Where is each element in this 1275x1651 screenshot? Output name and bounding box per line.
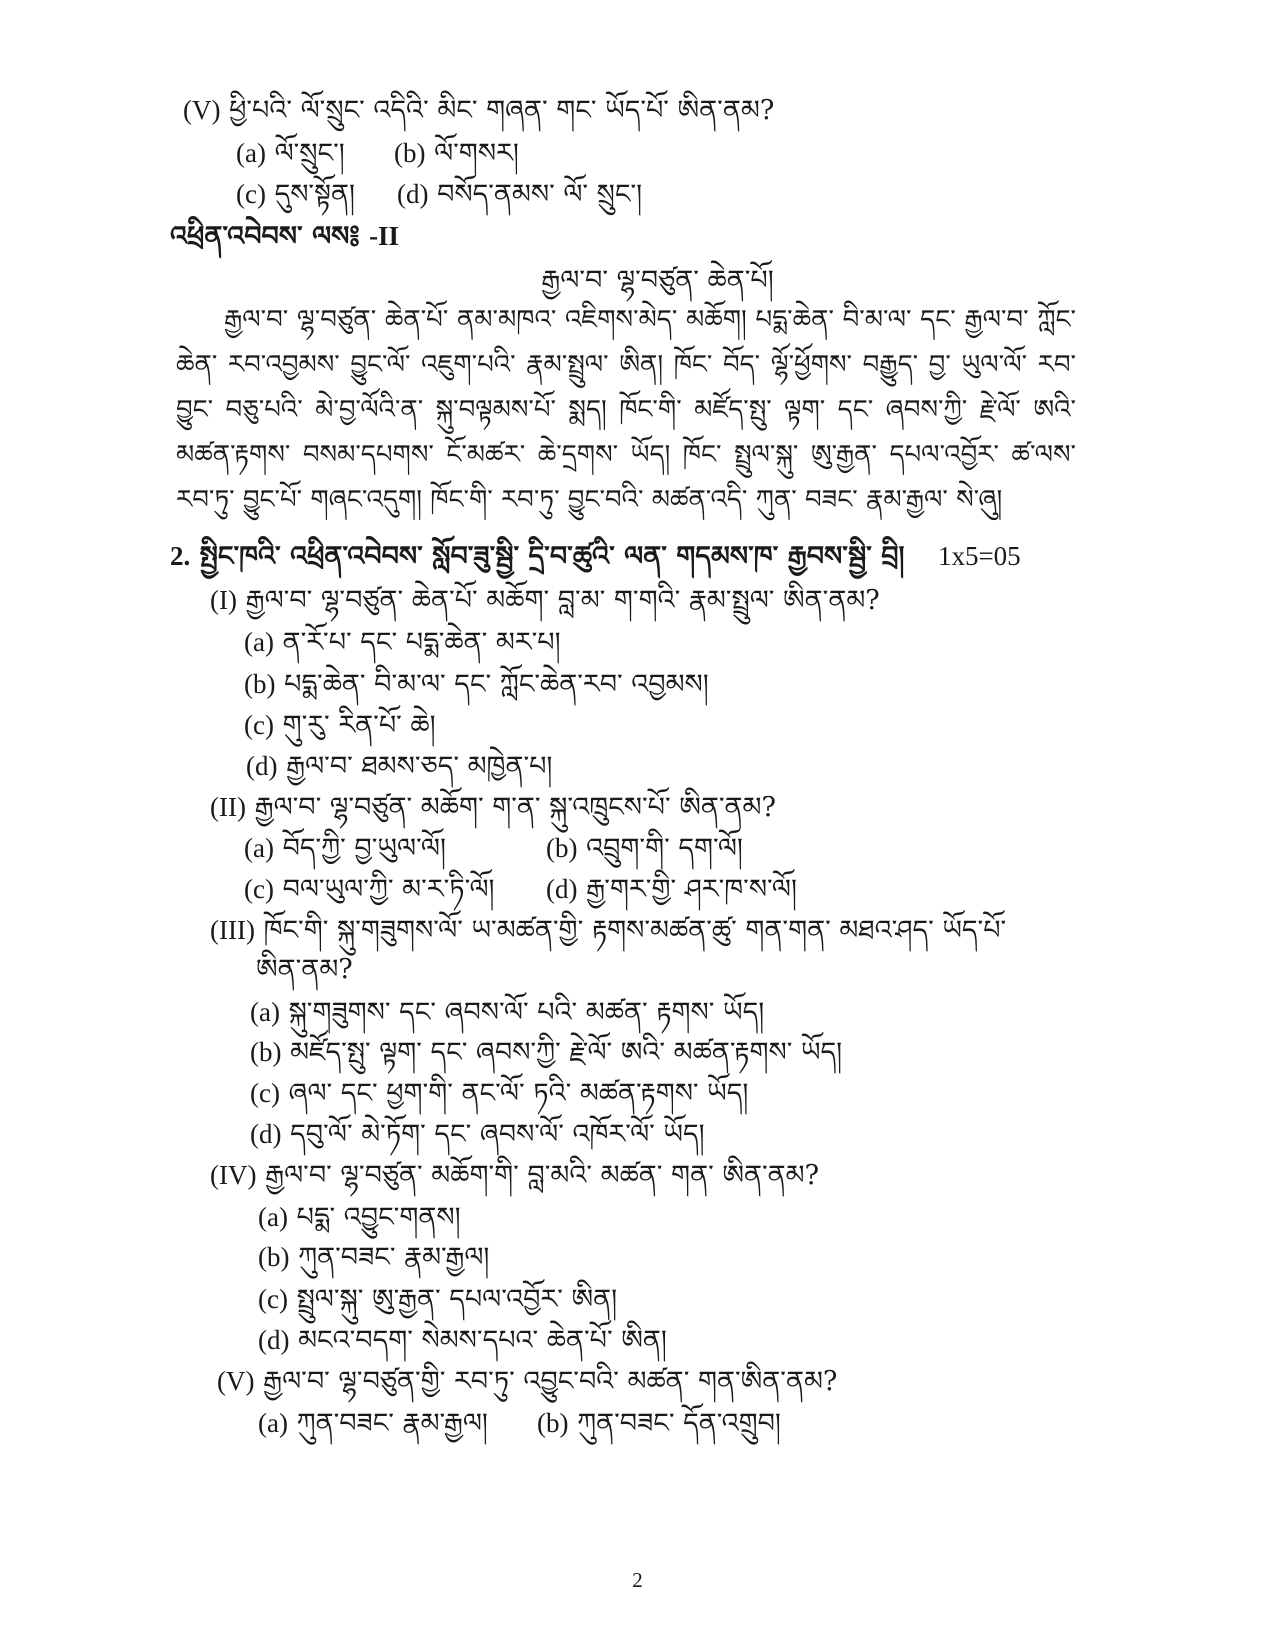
option-text: བོད་ཀྱི་ བྱ་ཡུལ་ལོ། <box>282 833 446 864</box>
option <box>244 707 436 744</box>
option-label: (c) <box>244 874 274 904</box>
option-text: རྒྱ་གར་གྱི་ ཤར་ཁ་ས་ལོ། <box>586 874 797 905</box>
section-heading <box>170 218 399 255</box>
option <box>258 1405 488 1442</box>
option-text: བསོད་ནམས་ ལོ་ སྲུང་། <box>437 179 643 210</box>
instruction-number: 2. <box>170 541 191 571</box>
option-label: (b) <box>258 1242 290 1272</box>
option-label: (a) <box>244 833 274 863</box>
option-text: ཞལ་ དང་ ཕྱག་གི་ ནང་ལོ་ ཏའི་ མཚན་རྟགས་ ཡོད། <box>288 1078 749 1109</box>
option-text: དབུ་ལོ་ མེ་ཏོག་ དང་ ཞབས་ལོ་ འཁོར་ལོ་ ཡོད། <box>290 1119 705 1150</box>
passage-title: རྒྱལ་བ་ ལྷ་བཙུན་ ཆེན་པོ། <box>541 265 774 296</box>
option <box>244 624 561 661</box>
option-label: (c) <box>250 1078 280 1108</box>
options-row <box>397 176 642 213</box>
option-text: གུ་རུ་ རིན་པོ་ ཆེ། <box>282 710 436 741</box>
options-row <box>236 176 355 213</box>
option-text: པདྨ་ འབྱུང་གནས། <box>296 1202 461 1233</box>
option-label: (a) <box>244 627 274 657</box>
option-text: རྒྱལ་བ་ ཐམས་ཅད་ མཁྱེན་པ། <box>286 751 553 782</box>
section-heading-text: འཕྲིན་འབེབས་ ལས༔ <box>170 221 360 252</box>
question-text: རྒྱལ་བ་ ལྷ་བཙུན་ མཆོག་ ག་ན་ སྐུ་འཁྲུངས་པོ་ ཨིན་ནམ? <box>254 792 776 823</box>
option <box>250 1034 842 1071</box>
option-label: (b) <box>250 1037 282 1067</box>
question-continued: ཨིན་ནམ? <box>256 954 353 985</box>
option-text: པདྨ་ཆེན་ བི་མ་ལ་ དང་ ཀློང་ཆེན་རབ་ འབྱམས། <box>284 669 709 700</box>
question <box>217 1363 837 1400</box>
question-text: ཁོང་གི་ སྐུ་གཟུགས་ལོ་ ཡ་མཚན་གྱི་ རྟགས་མཚན་ཚུ་ གན་གན་ མཐའ་ཤད་ ཡོད་པོ་ <box>263 915 1007 946</box>
option-text: མངའ་བདག་ སེམས་དཔའ་ ཆེན་པོ་ ཨིན། <box>298 1325 667 1356</box>
option-text: བལ་ཡུལ་ཀྱི་ མ་ར་ཏི་ལོ། <box>282 874 495 905</box>
option-text: མཛོད་སྤུ་ ལྟག་ དང་ ཞབས་ཀྱི་ རྗེ་ལོ་ ཨའི་ མཚན་རྟགས་ ཡོད། <box>290 1037 843 1068</box>
option-label: (d) <box>250 1119 282 1149</box>
option-text: སྤྲུལ་སྐུ་ ཨུ་རྒྱན་ དཔལ་འབྱོར་ ཨིན། <box>296 1284 618 1315</box>
option-label: (c) <box>244 710 274 740</box>
option <box>258 1281 617 1318</box>
question-number: (IV) <box>210 1160 257 1190</box>
question <box>210 789 776 826</box>
option <box>250 1116 705 1153</box>
page-number: 2 <box>632 1568 643 1592</box>
question <box>210 912 1006 949</box>
option <box>258 1322 667 1359</box>
option <box>244 666 709 703</box>
question-number: (I) <box>210 585 237 615</box>
option <box>537 1405 781 1442</box>
top-question <box>183 92 774 129</box>
options-row <box>236 135 345 172</box>
option-label: (a) <box>236 138 266 168</box>
option-label: (b) <box>546 833 578 863</box>
option-text: ལོ་གསར། <box>434 138 519 169</box>
question <box>210 1157 819 1194</box>
option-label: (d) <box>246 751 278 781</box>
option-text: ན་རོ་པ་ དང་ པདྨ་ཆེན་ མར་པ། <box>282 627 561 658</box>
option-label: (b) <box>244 669 276 699</box>
option-text: དུས་སྟོན། <box>274 179 355 210</box>
option-text: ཀུན་བཟང་ རྣམ་རྒྱལ། <box>296 1408 488 1439</box>
question-text: རྒྱལ་བ་ ལྷ་བཙུན་ ཆེན་པོ་ མཆོག་ བླ་མ་ ག་གའི་ རྣམ་སྤྲུལ་ ཨིན་ནམ? <box>245 585 880 616</box>
question-number: (V) <box>217 1366 255 1396</box>
option-label: (b) <box>537 1408 569 1438</box>
option-text: ཀུན་བཟང་ རྣམ་རྒྱལ། <box>298 1242 490 1273</box>
option-label: (d) <box>397 179 429 209</box>
options-row <box>394 135 519 172</box>
option <box>258 1199 461 1236</box>
option-label: (c) <box>236 179 266 209</box>
option-label: (c) <box>258 1284 288 1314</box>
marks: 1x5=05 <box>937 541 1021 571</box>
option <box>244 871 495 908</box>
option <box>546 871 797 908</box>
section-number: -II <box>369 221 400 251</box>
question-number: (III) <box>210 915 255 945</box>
option <box>546 830 743 867</box>
instruction-text: སྤྱིང་ཁའི་ འཕྲིན་འབེབས་ སློབ་ཟུ་སྦྱི་ དྲི་བ་ཚུའི་ ལན་ གདམས་ཁ་ རྒྱབས་སྦྱི་ བྲི། <box>199 541 905 572</box>
option-text: ཀུན་བཟང་ དོན་འགྲུབ། <box>577 1408 781 1439</box>
option-label: (d) <box>546 874 578 904</box>
question-text: ཕྱི་པའི་ ལོ་སྲུང་ འདིའི་ མིང་ གཞན་ གང་ ཡོད་པོ་ ཨིན་ནམ? <box>229 95 775 126</box>
option-text: སྐུ་གཟུགས་ དང་ ཞབས་ལོ་ པའི་ མཚན་ རྟགས་ ཡོད། <box>288 997 765 1028</box>
option <box>246 748 552 785</box>
instruction <box>170 538 1021 575</box>
option-label: (b) <box>394 138 426 168</box>
option <box>250 1075 748 1112</box>
option-text: ལོ་སྲུང་། <box>274 138 345 169</box>
question-text: རྒྱལ་བ་ ལྷ་བཙུན་གྱི་ རབ་ཏུ་ འབྱུང་བའི་ མཚན་ གན་ཨིན་ནམ? <box>263 1366 838 1397</box>
option <box>258 1239 489 1276</box>
option-text: འབྲུག་གི་ དག་ལོ། <box>586 833 743 864</box>
option-label: (a) <box>258 1202 288 1232</box>
passage-text: རྒྱལ་བ་ ལྷ་བཙུན་ ཆེན་པོ་ ནམ་མཁའ་ འཇིགས་མེད་ མཆོག། པདྨ་ཆེན་ བི་མ་ལ་ དང་ རྒྱལ་བ་ ཀློང་ཆེན་ རབ་འབྱམས་ བྱུང་ལོ་ འཇུག་པའི་ རྣམ་སྤྲུལ་ ཨིན། ཁོང་ བོད་ ལྷོ་ཕྱོགས་ བརྒྱུད་ བྱ་ ཡུལ་ལོ་ རབ་བྱུང་ བཅུ་པའི་ མེ་བྱ་ལོའི་ན་ སྐུ་བལྟམས་པོ་ སྨད། ཁོང་གི་ མཛོད་སྤུ་ ལྟག་ དང་ ཞབས་ཀྱི་ རྗེ་ལོ་ ཨའི་ མཚན་རྟགས་ བསམ་དཔགས་ ངོ་མཚར་ ཆེ་དྲགས་ ཡོད། ཁོང་ སྤྲུལ་སྐུ་ ཨུ་རྒྱན་ དཔལ་འབྱོར་ ཚ་ལས་ རབ་ཏུ་ བྱུང་པོ་ གཞང་འདུག། ཁོང་གི་ རབ་ཏུ་ བྱུང་བའི་ མཚན་འདི་ ཀུན་ བཟང་ རྣམ་རྒྱལ་ སེ་ཞུ། <box>176 305 1076 515</box>
question <box>210 582 880 619</box>
option-label: (a) <box>250 997 280 1027</box>
option <box>244 830 446 867</box>
option-label: (a) <box>258 1408 288 1438</box>
question-number: (V) <box>183 95 221 125</box>
question-text: རྒྱལ་བ་ ལྷ་བཙུན་ མཆོག་གི་ བླ་མའི་ མཚན་ གན་ ཨིན་ནམ? <box>265 1160 820 1191</box>
option-label: (d) <box>258 1325 290 1355</box>
question-number: (II) <box>210 792 246 822</box>
option <box>250 994 764 1031</box>
